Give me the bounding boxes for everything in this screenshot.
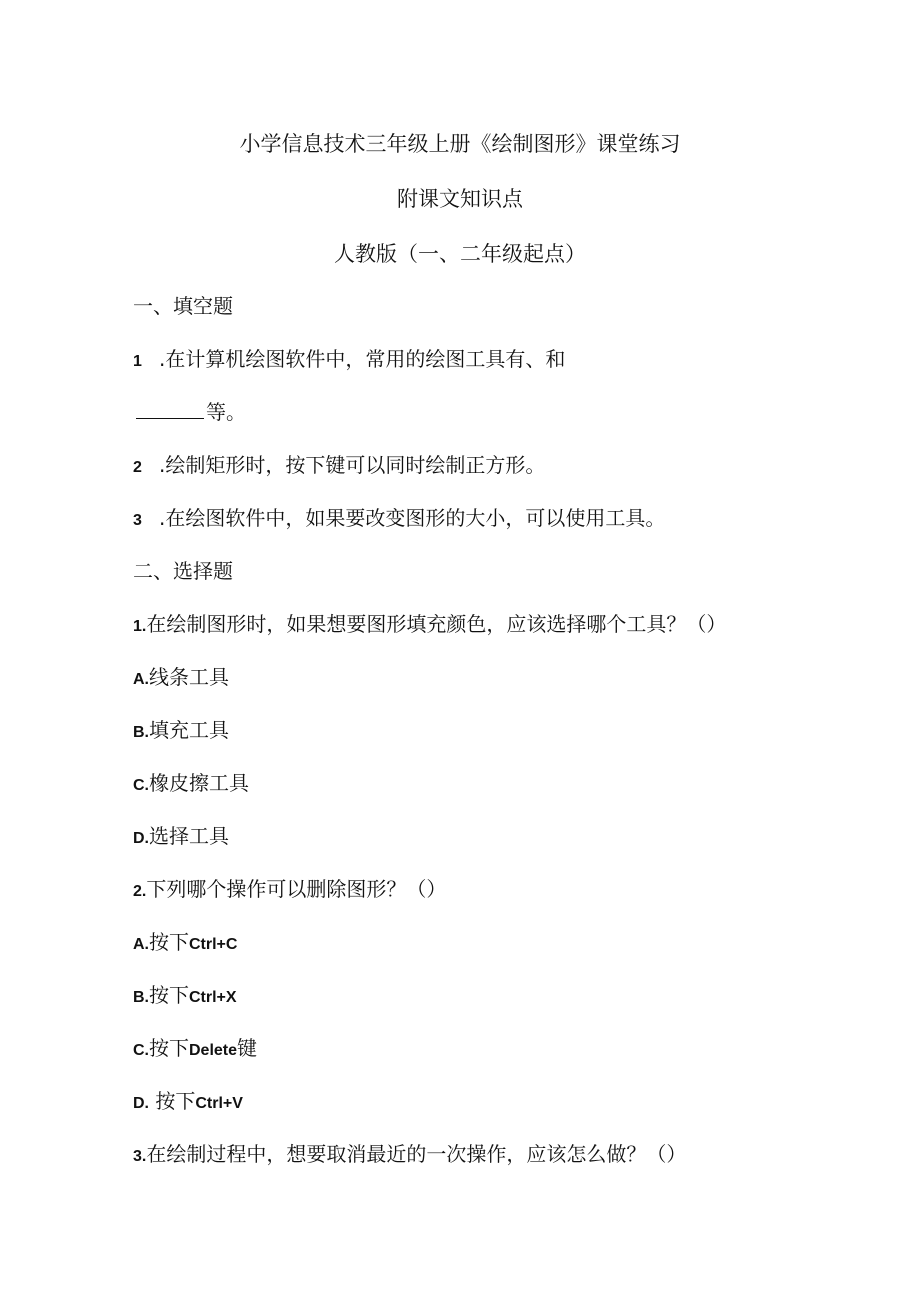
option-label: A. (133, 671, 149, 688)
question-number: 3 (133, 512, 142, 529)
option-item (133, 1032, 257, 1061)
question-text-continuation: 等。 (206, 400, 246, 424)
question-text: .在计算机绘图软件中，常用的绘图工具有、和 (159, 347, 566, 371)
option-label: D. (133, 1095, 149, 1112)
choice-question-3 (133, 1138, 686, 1167)
option-label: C. (133, 777, 149, 794)
option-item (133, 767, 249, 796)
question-number: 1. (133, 618, 147, 635)
option-text: 填充工具 (149, 718, 229, 742)
section-1-heading: 一、填空题 (133, 294, 233, 318)
fill-question-1 (133, 343, 565, 372)
option-item (133, 661, 229, 690)
option-item (133, 714, 229, 743)
question-text: 在绘制图形时，如果想要图形填充颜色，应该选择哪个工具？（） (146, 612, 727, 636)
option-item (133, 820, 229, 849)
option-text: 按下 (149, 983, 189, 1007)
option-item (133, 1085, 243, 1114)
question-number: 2. (133, 883, 147, 900)
key-combo: Ctrl+V (195, 1095, 243, 1112)
option-text: 按下 (149, 1089, 196, 1113)
question-text: .在绘图软件中，如果要改变图形的大小，可以使用工具。 (159, 506, 666, 530)
question-number: 2 (133, 459, 142, 476)
option-item (133, 979, 237, 1008)
option-label: B. (133, 989, 149, 1006)
question-text: 下列哪个操作可以删除图形？（） (146, 877, 447, 901)
question-text: 在绘制过程中，想要取消最近的一次操作，应该怎么做？（） (146, 1142, 687, 1166)
section-2-heading: 二、选择题 (133, 559, 233, 583)
option-text: 按下 (149, 1036, 189, 1060)
fill-question-2 (133, 449, 545, 478)
option-label: A. (133, 936, 149, 953)
title-line-1: 小学信息技术三年级上册《绘制图形》课堂练习 (239, 132, 681, 156)
choice-question-2 (133, 873, 446, 902)
question-number: 1 (133, 353, 142, 370)
option-suffix: 键 (237, 1036, 258, 1060)
key-combo: Delete (189, 1042, 238, 1059)
choice-question-1 (133, 608, 726, 637)
question-number: 3. (133, 1148, 147, 1165)
title-line-2: 附课文知识点 (397, 187, 523, 211)
option-text: 按下 (149, 930, 189, 954)
option-label: C. (133, 1042, 149, 1059)
option-item (133, 926, 237, 955)
option-text: 线条工具 (149, 665, 229, 689)
question-text: .绘制矩形时，按下键可以同时绘制正方形。 (159, 453, 546, 477)
fill-question-3 (133, 502, 665, 531)
option-label: D. (133, 830, 149, 847)
option-label: B. (133, 724, 149, 741)
key-combo: Ctrl+C (189, 936, 238, 953)
title-line-3: 人教版（一、二年级起点） (334, 242, 586, 266)
option-text: 橡皮擦工具 (149, 771, 249, 795)
key-combo: Ctrl+X (189, 989, 237, 1006)
option-text: 选择工具 (149, 824, 229, 848)
answer-blank[interactable] (136, 404, 204, 419)
fill-question-1-continuation (136, 396, 246, 425)
